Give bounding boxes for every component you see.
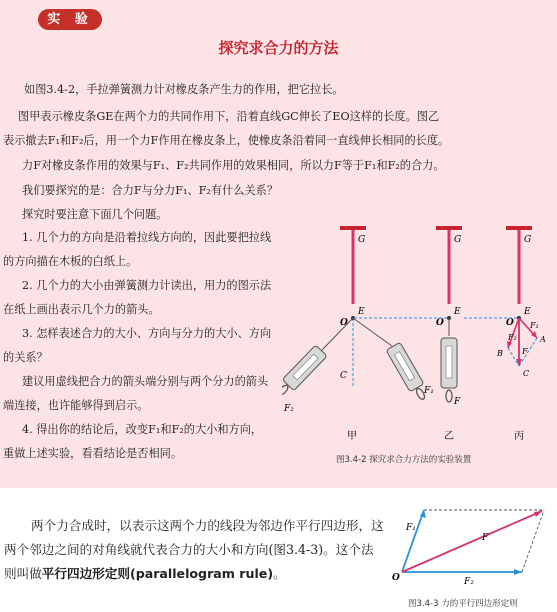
rule-english: (parallelogram rule) xyxy=(129,566,274,581)
vector-f1 xyxy=(402,510,424,572)
label-a: A xyxy=(540,335,546,344)
label-jia: 甲 xyxy=(347,431,357,442)
dashed-b-c xyxy=(508,348,519,366)
label-e: E xyxy=(454,307,461,317)
label-f2: F₂ xyxy=(284,404,294,414)
intro-line-2: 图甲表示橡皮条GE在两个力的共同作用下，沿着直线GC伸长了EO这样的长度。图乙 xyxy=(18,110,440,123)
label-f1: F₁ xyxy=(424,386,434,396)
label-f2: F₂ xyxy=(464,577,474,587)
parallelogram-right xyxy=(522,510,544,572)
intro-line-3: 表示撤去F₁和F₂后，用一个力F作用在橡皮条上，使橡皮条沿着同一直线伸长相同的长度。 xyxy=(3,134,450,147)
label-c: C xyxy=(523,369,530,378)
string-left xyxy=(322,318,353,350)
intro-line-1: 如图3.4-2，手拉弹簧测力计对橡皮条产生力的作用，把它拉长。 xyxy=(24,83,344,96)
string-right xyxy=(353,318,392,346)
intro-line-6: 探究时要注意下面几个问题。 xyxy=(22,208,168,221)
label-o: O xyxy=(340,318,348,328)
spring-scale-left xyxy=(282,345,327,400)
label-f: F xyxy=(482,533,489,543)
label-g: G xyxy=(358,235,366,245)
peg-bar xyxy=(506,226,532,230)
label-bing: 丙 xyxy=(514,431,524,442)
rule-paragraph xyxy=(4,514,384,586)
setup-yi xyxy=(354,226,462,442)
label-o: O xyxy=(436,318,444,328)
figure-caption-3-4-3: 图3.4-3 力的平行四边形定则 xyxy=(408,599,518,609)
section-title: 探究求合力的方法 xyxy=(218,39,339,57)
question-2: 2. 几个力的大小由弹簧测力计读出，用力的图示法在纸上画出表示几个力的箭头。 xyxy=(3,279,272,316)
label-g: G xyxy=(454,235,462,245)
vector-f xyxy=(402,511,542,572)
experiment-diagram xyxy=(282,218,554,448)
question-1: 1. 几个力的方向是沿着拉线方向的，因此要把拉线的方向描在木板的白纸上。 xyxy=(3,231,272,268)
peg-bar xyxy=(340,226,366,230)
parallelogram-diagram xyxy=(392,500,552,598)
rule-text: 两个力合成时，以表示这两个力的线段为邻边作平行四边形，这两个邻边之间的对角线就代表合力的大小和方向(图3.4-3)。这个法则叫做 xyxy=(4,518,384,581)
setup-jia xyxy=(282,226,434,442)
question-3: 3. 怎样表述合力的大小、方向与分力的大小、方向的关系？ xyxy=(3,327,272,364)
spring-scale xyxy=(441,338,457,402)
label-yi: 乙 xyxy=(444,431,454,442)
rule-end: 。 xyxy=(273,566,286,581)
experiment-badge: 实 验 xyxy=(38,9,102,30)
label-b: B xyxy=(497,349,503,358)
rule-name: 平行四边形定则 xyxy=(41,566,130,581)
question-4: 4. 得出你的结论后，改变F₁和F₂的大小和方向，重做上述实验，看看结论是否相同。 xyxy=(3,423,263,460)
label-f: F xyxy=(522,347,528,356)
label-f: F xyxy=(454,397,461,407)
label-e: E xyxy=(358,307,365,317)
label-o: O xyxy=(392,573,400,583)
setup-bing xyxy=(464,226,546,442)
label-f2: F₂ xyxy=(508,333,517,342)
intro-line-4: 力F对橡皮条作用的效果与F₁、F₂共同作用的效果相同，所以力F等于F₁和F₂的合力。 xyxy=(22,159,445,172)
label-e: E xyxy=(524,307,531,317)
label-o: O xyxy=(506,318,514,328)
intro-line-5: 我们要探究的是：合力F与分力F₁、F₂有什么关系？ xyxy=(22,184,279,197)
peg-bar xyxy=(436,226,462,230)
label-f1: F₁ xyxy=(406,523,416,533)
label-c: C xyxy=(340,371,347,381)
suggestion: 建议用虚线把合力的箭头端分别与两个分力的箭头端连接，也许能够得到启示。 xyxy=(3,375,269,412)
figure-caption-3-4-2: 图3.4-2 探究求合力方法的实验装置 xyxy=(336,455,472,465)
label-f1: F₁ xyxy=(530,321,539,330)
label-g: G xyxy=(524,235,532,245)
